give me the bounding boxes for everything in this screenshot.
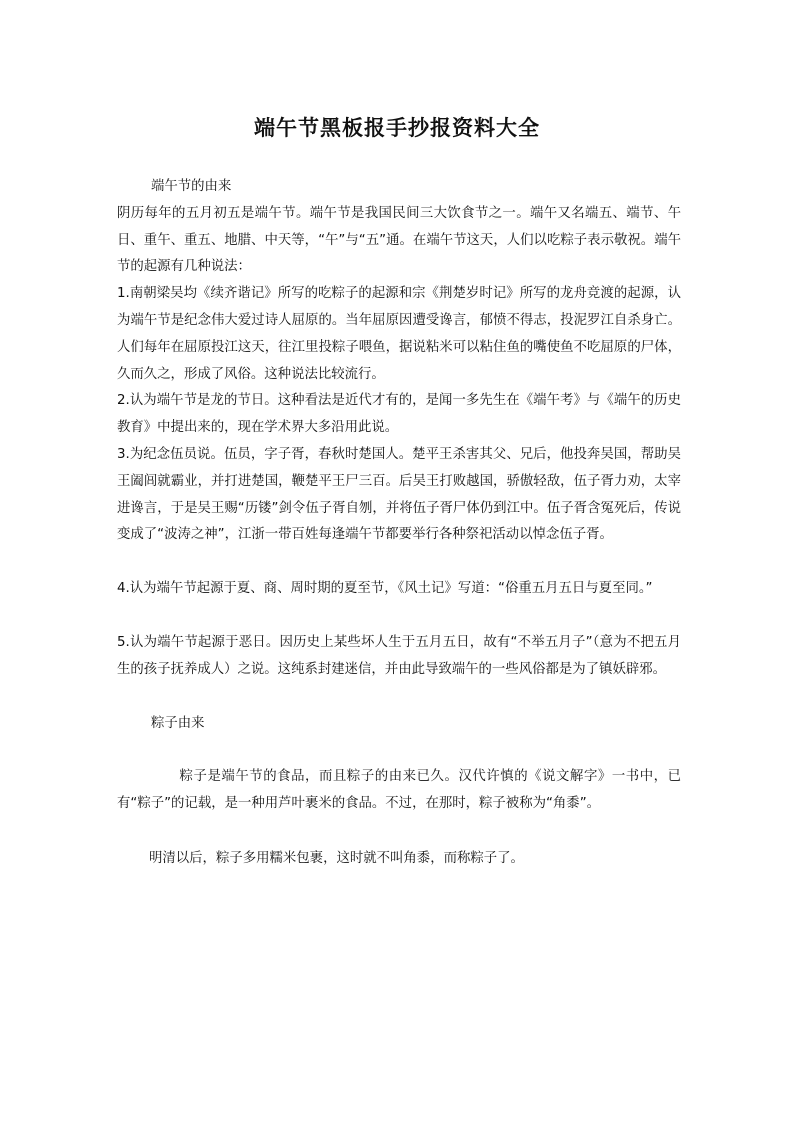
document-body <box>117 174 681 873</box>
paragraph-zongzi-1-text: 粽子是端午节的食品，而且粽子的由来已久。汉代许慎的《说文解字》一书中，已有“粽子”的记载，是一种用芦叶裹米的食品。不过，在那时，粽子被称为“角黍”。 <box>117 769 681 812</box>
paragraph-item-3: 3.为纪念伍员说。伍员，字子胥，春秋时楚国人。楚平王杀害其父、兄后，他投奔吴国，帮助吴王阖闾就霸业，并打进楚国，鞭楚平王尸三百。后吴王打败越国，骄傲轻敌，伍子胥力劝，太宰进谗言，于是吴王赐“历镂”剑令伍子胥自刎，并将伍子胥尸体仍到江中。伍子胥含冤死后，传说变成了“波涛之神”，江浙一带百姓每逢端午节都要举行各种祭祀活动以悼念伍子胥。 <box>117 446 681 543</box>
spacer <box>117 549 681 576</box>
paragraph-item-5: 5.认为端午节起源于恶日。因历史上某些坏人生于五月五日，故有“不举五月子”（意为不把五月生的孩子抚养成人）之说。这纯系封建迷信，并由此导致端午的一些风俗都是为了镇妖辟邪。 <box>117 634 681 677</box>
paragraph-item-2: 2.认为端午节是龙的节日。这种看法是近代才有的，是闻一多先生在《端午考》与《端午的历史教育》中提出来的，现在学术界大多沿用此说。 <box>117 393 681 436</box>
paragraph-item-1: 1.南朝梁吴均《续齐谐记》所写的吃粽子的起源和宗《荆楚岁时记》所写的龙舟竞渡的起源，认为端午节是纪念伟大爱过诗人屈原的。当年屈原因遭受谗言，郁愤不得志，投泥罗江自杀身亡。人们每年在屈原投江这天，往江里投粽子喂鱼，据说粘米可以粘住鱼的嘴使鱼不吃屈原的尸体，久而久之，形成了风俗。这种说法比较流行。 <box>117 286 681 382</box>
spacer <box>117 737 681 764</box>
spacer <box>117 684 681 711</box>
paragraph-intro: 阴历每年的五月初五是端午节。端午节是我国民间三大饮食节之一。端午又名端五、端节、午日、重午、重五、地腊、中天等，“午”与“五”通。在端午节这天，人们以吃粽子表示敬祝。端午节的起源有几种说法： <box>117 205 681 275</box>
section-heading-origin: 端午节的由来 <box>151 179 232 194</box>
section-heading-zongzi: 粽子由来 <box>151 715 205 731</box>
spacer <box>117 818 681 846</box>
document-title: 端午节黑板报手抄报资料大全 <box>254 115 540 140</box>
paragraph-item-4: 4.认为端午节起源于夏、商、周时期的夏至节，《风土记》写道：“俗重五月五日与夏至同。” <box>117 581 653 597</box>
spacer <box>117 603 681 630</box>
paragraph-zongzi-1 <box>117 764 681 818</box>
paragraph-zongzi-2: 明清以后，粽子多用糯米包裹，这时就不叫角黍，而称粽子了。 <box>149 850 524 866</box>
